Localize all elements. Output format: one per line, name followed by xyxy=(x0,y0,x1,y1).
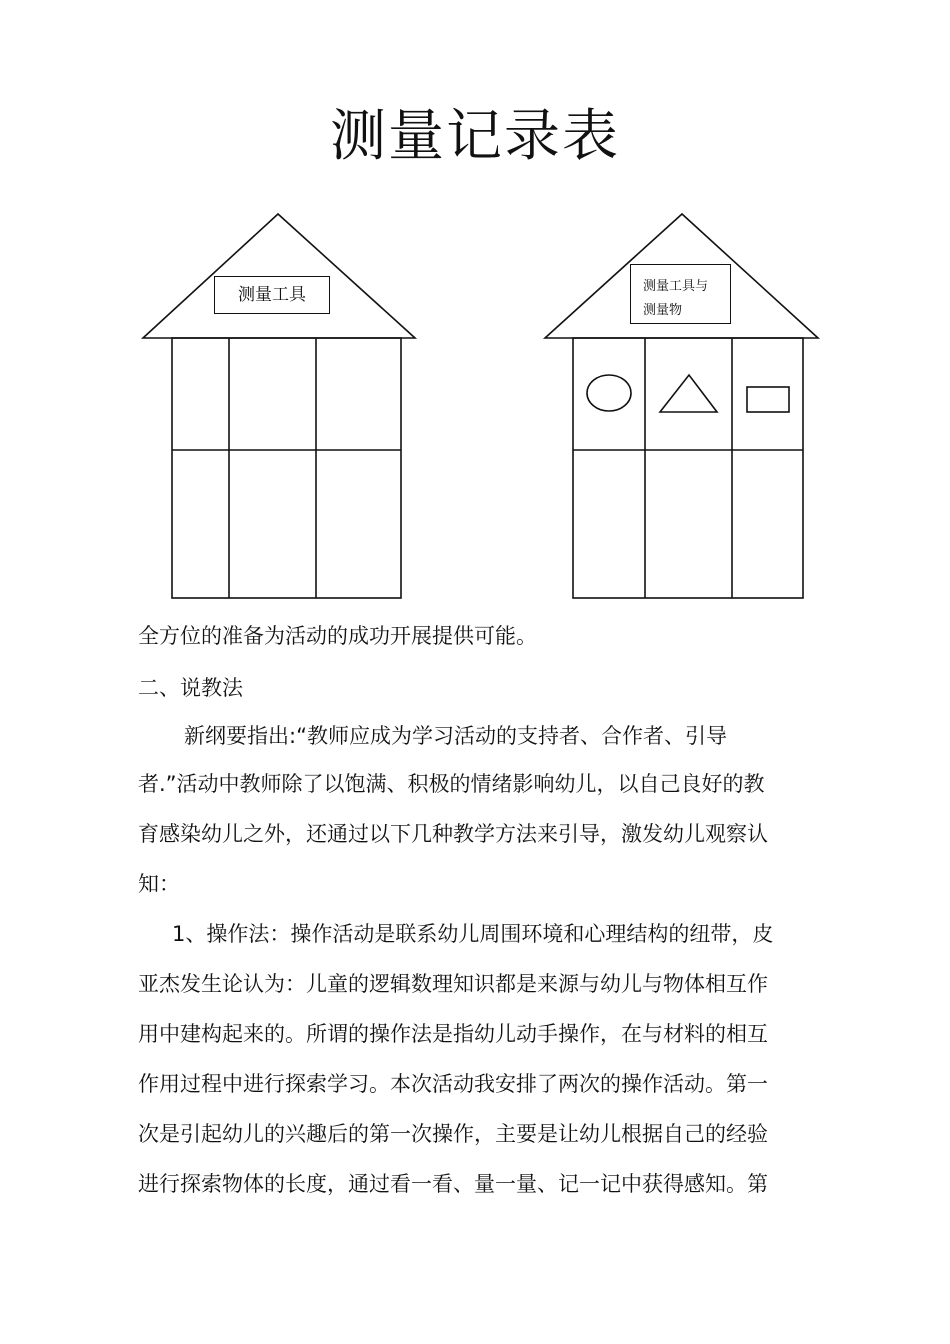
right-roof-label xyxy=(630,264,731,324)
triangle-shape-icon xyxy=(660,375,717,412)
measurement-houses-drawing xyxy=(0,0,950,620)
text-line: 全方位的准备为活动的成功开展提供可能。 xyxy=(138,624,537,648)
text-line: 进行探索物体的长度，通过看一看、量一量、记一记中获得感知。第 xyxy=(138,1172,768,1196)
text-line: 作用过程中进行探索学习。本次活动我安排了两次的操作活动。第一 xyxy=(138,1072,768,1096)
page-title: 测量记录表 xyxy=(330,104,620,169)
right-roof-label-line2: 测量物 xyxy=(643,303,683,318)
rectangle-shape-icon xyxy=(747,387,789,412)
text-line: 1、操作法：操作活动是联系幼儿周围环境和心理结构的纽带，皮 xyxy=(172,922,774,946)
text-line: 知： xyxy=(138,872,180,896)
text-line: 亚杰发生论认为：儿童的逻辑数理知识都是来源与幼儿与物体相互作 xyxy=(138,972,768,996)
left-house xyxy=(143,214,415,598)
right-roof-label-line1: 测量工具与 xyxy=(643,279,709,294)
text-line: 育感染幼儿之外，还通过以下几种教学方法来引导，激发幼儿观察认 xyxy=(138,822,768,846)
text-line: 新纲要指出:“教师应成为学习活动的支持者、合作者、引导 xyxy=(184,724,727,748)
text-line: 次是引起幼儿的兴趣后的第一次操作，主要是让幼儿根据自己的经验 xyxy=(138,1122,768,1146)
section-heading: 二、说教法 xyxy=(138,676,243,700)
text-line: 者.”活动中教师除了以饱满、积极的情绪影响幼儿，以自己良好的教 xyxy=(138,772,765,796)
circle-shape-icon xyxy=(587,375,631,411)
text-line: 用中建构起来的。所谓的操作法是指幼儿动手操作，在与材料的相互 xyxy=(138,1022,768,1046)
left-house-body xyxy=(172,338,401,598)
left-roof-label: 测量工具 xyxy=(214,276,330,314)
